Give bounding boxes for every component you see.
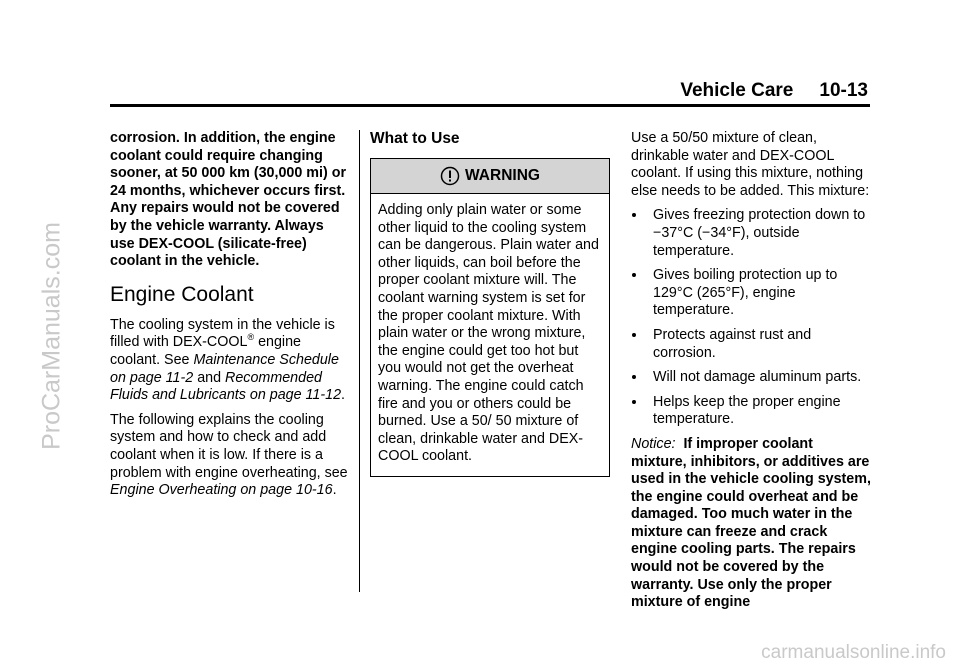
coolant-intro-paragraph: The cooling system in the vehicle is filled with DEX-COOL® engine coolant. See Maintenance Schedule on page 11-2 and Recommended Fluids and Lubricants on page 11-12. [110,316,346,404]
subheading-what-to-use: What to Use [370,130,460,147]
watermark-carmanualsonline: carmanualsonline.info [761,642,946,663]
column-divider [359,130,360,592]
notice-label: Notice: [631,435,676,452]
watermark-procarmanuals: ProCarManuals.com [37,222,66,450]
list-item: Will not damage aluminum parts. [631,369,871,387]
page-header [110,76,870,107]
mixture-benefits-list [631,207,871,429]
bullet-icon [632,273,636,277]
warning-text: Adding only plain water or some other liquid to the cooling system can be dangerous. Plain water and other liquids, can boil before the proper coolant mixture will. The coolant warning system is set for the proper coolant mixture. With plain water or the wrong mixture, the engine could get too hot but you would not get the overheat warning. The engine could catch fire and you or others could be burned. Use a 50/ 50 mixture of clean, drinkable water and DEX-COOL coolant. [378,202,599,465]
bullet-icon [632,400,636,404]
warning-header [371,159,609,194]
bullet-icon [632,333,636,337]
list-item: Gives freezing protection down to −37°C (−34°F), outside temperature. [631,207,871,260]
column-1 [110,130,350,507]
link-recommended-fluids[interactable]: Recommended Fluids and Lubricants on page 11-12 [110,369,342,404]
link-engine-overheating[interactable]: Engine Overheating on page 10-16 [110,482,333,499]
section-heading-engine-coolant: Engine Coolant [110,282,254,306]
notice-text: If improper coolant mixture, inhibitors, or additives are used in the vehicle cooling system, the engine could overheat and be damaged. Too much water in the mixture can freeze and crack engine cooling parts. The repairs would not be covered by the warranty. Use only the proper mixture of engine [631,435,871,611]
column-2 [370,130,610,477]
list-item: Gives boiling protection up to 129°C (265°F), engine temperature. [631,267,871,320]
cooling-system-paragraph: The following explains the cooling system and how to check and add coolant when it is low. If there is a problem with engine overheating, see Engine Overheating on page 10-16. [110,411,348,499]
registered-mark: ® [247,332,255,343]
warning-title: WARNING [465,167,540,185]
list-item: Helps keep the proper engine temperature. [631,394,871,429]
continued-paragraph: corrosion. In addition, the engine coolant could require changing sooner, at 50 000 km (30,000 mi) or 24 months, whichever occurs first. Any repairs would not be covered by the vehicle warranty. Always use DEX-COOL (silicate-free) coolant in the vehicle. [110,130,347,270]
link-maintenance-schedule[interactable]: Maintenance Schedule on page 11-2 [110,351,339,386]
list-item: Protects against rust and corrosion. [631,327,871,362]
bullet-icon [632,213,636,217]
header-title [680,80,868,102]
column-3 [631,130,871,619]
notice-paragraph [631,436,871,612]
page-number: 10-13 [819,80,868,101]
warning-icon [440,166,460,186]
mixture-intro: Use a 50/50 mixture of clean, drinkable water and DEX-COOL coolant. If using this mixture, nothing else needs to be added. This mixture: [631,130,870,199]
warning-box [370,158,610,477]
bullet-icon [632,375,636,379]
section-title: Vehicle Care [680,80,794,101]
